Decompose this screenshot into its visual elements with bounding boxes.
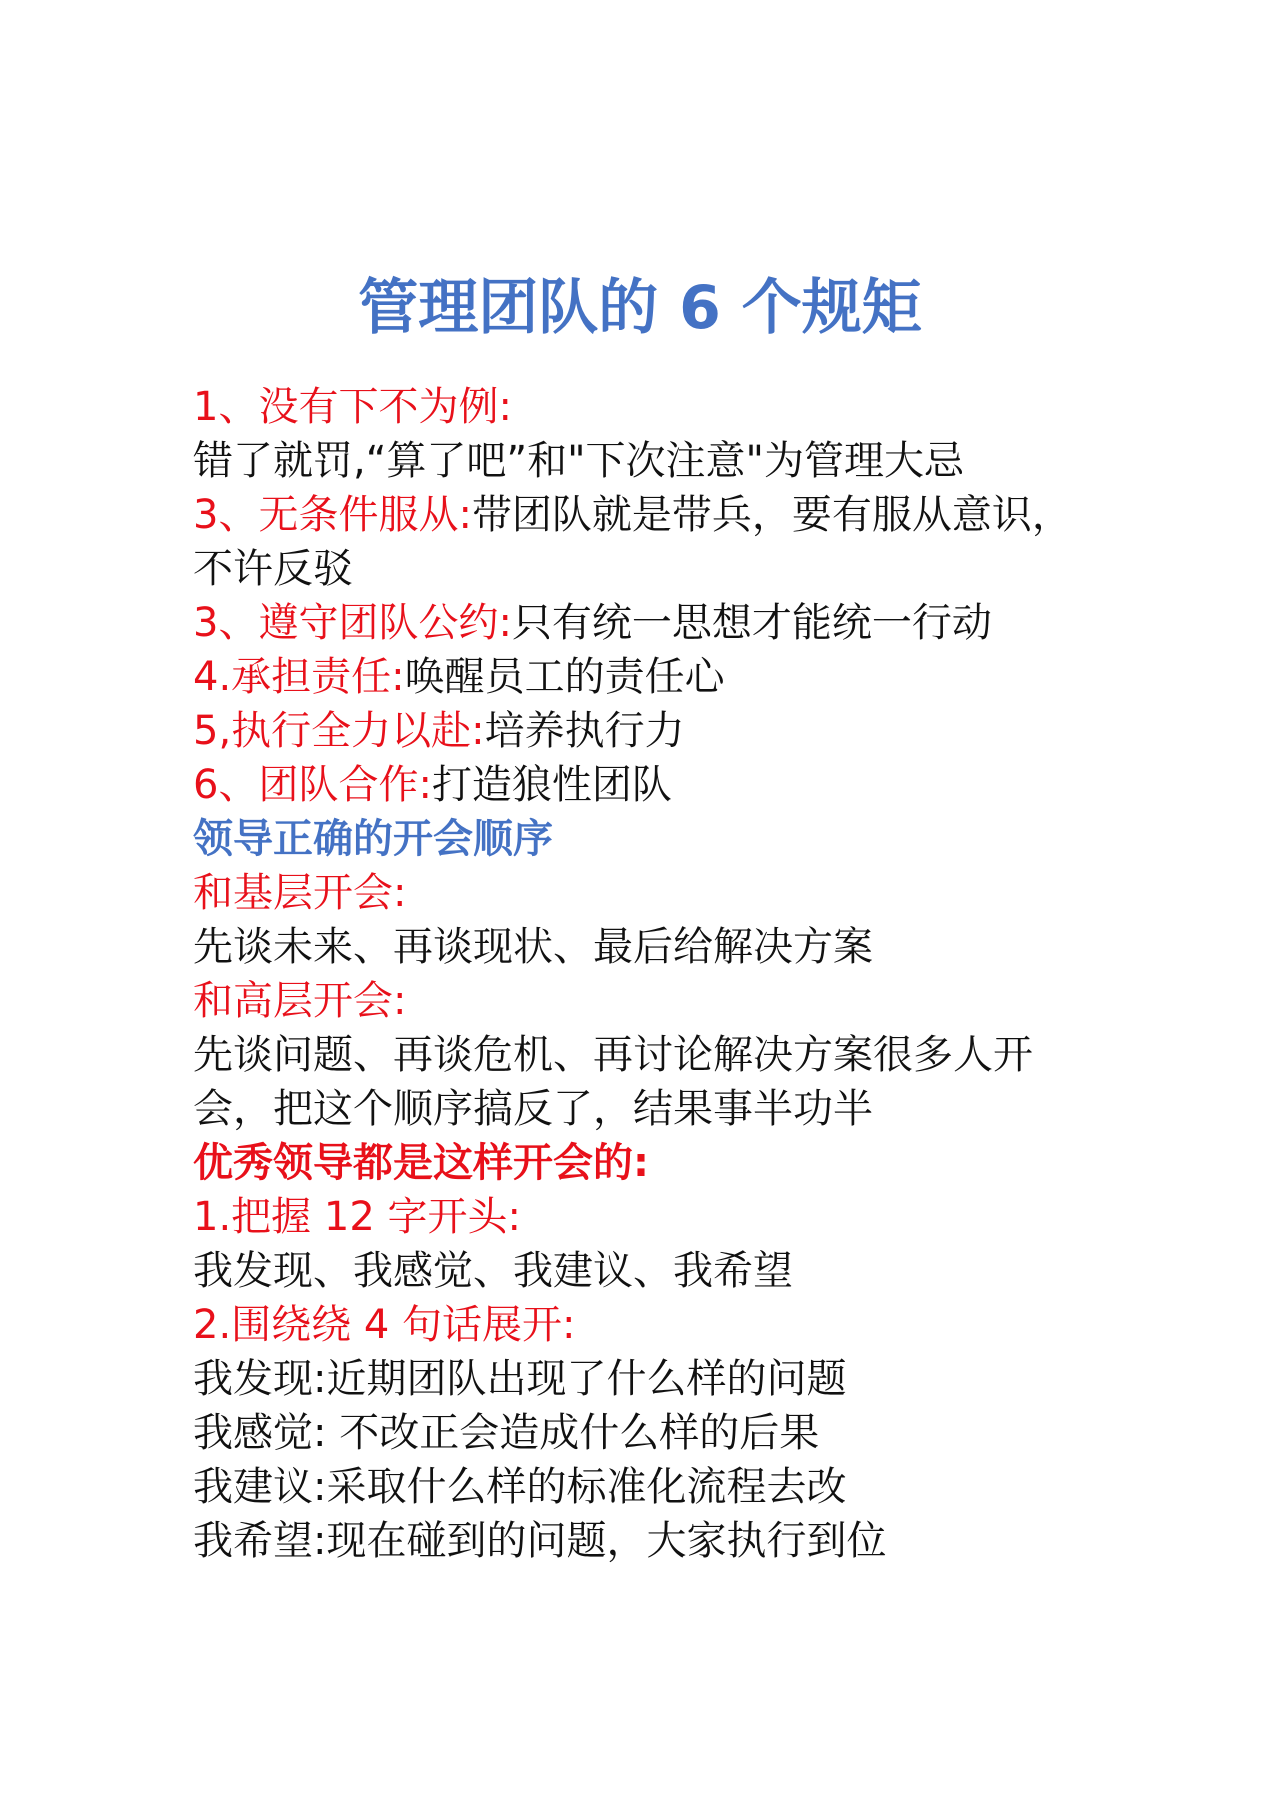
point-1-text: 我发现、我感觉、我建议、我希望 bbox=[193, 1248, 793, 1294]
rule-1-text: 错了就罚,“算了吧”和"下次注意"为管理大忌 bbox=[193, 438, 964, 484]
rule-2-line bbox=[193, 488, 1193, 542]
rule-6-heading: 6、团队合作: bbox=[193, 762, 432, 808]
point-2-line-1: 我发现:近期团队出现了什么样的问题 bbox=[193, 1356, 847, 1402]
rule-5-line bbox=[193, 704, 1193, 758]
senior-meeting-text-continued: 会，把这个顺序搞反了，结果事半功半 bbox=[193, 1086, 873, 1132]
rule-3-heading: 3、遵守团队公约: bbox=[193, 600, 512, 646]
point-2-line-3: 我建议:采取什么样的标准化流程去改 bbox=[193, 1464, 847, 1510]
rule-6-line bbox=[193, 758, 1193, 812]
rule-3-text: 只有统一思想才能统一行动 bbox=[511, 600, 992, 646]
rule-2-heading: 3、无条件服从: bbox=[193, 492, 472, 538]
rule-2-text: 带团队就是带兵，要有服从意识， bbox=[471, 492, 1072, 538]
rule-5-heading: 5,执行全力以赴: bbox=[193, 708, 485, 754]
rule-1-heading: 1、没有下不为例: bbox=[193, 384, 512, 430]
rule-4-heading: 4.承担责任: bbox=[193, 654, 405, 700]
rule-3-line bbox=[193, 596, 1193, 650]
basic-meeting-heading: 和基层开会: bbox=[193, 870, 407, 916]
basic-meeting-text: 先谈未来、再谈现状、最后给解决方案 bbox=[193, 924, 873, 970]
excellent-leader-heading: 优秀领导都是这样开会的: bbox=[193, 1140, 649, 1186]
senior-meeting-text: 先谈问题、再谈危机、再讨论解决方案很多人开 bbox=[193, 1032, 1033, 1078]
point-2-line-2: 我感觉: 不改正会造成什么样的后果 bbox=[193, 1410, 820, 1456]
page-title: 管理团队的 6 个规矩 bbox=[358, 273, 922, 343]
point-2-line-4: 我希望:现在碰到的问题，大家执行到位 bbox=[193, 1518, 887, 1564]
rule-4-line bbox=[193, 650, 1193, 704]
rule-5-text: 培养执行力 bbox=[484, 708, 685, 754]
rule-6-text: 打造狼性团队 bbox=[431, 762, 672, 808]
meeting-order-heading: 领导正确的开会顺序 bbox=[193, 816, 553, 862]
point-2-heading: 2.围绕绕 4 句话展开: bbox=[193, 1302, 576, 1348]
point-1-heading: 1.把握 12 字开头: bbox=[193, 1194, 521, 1240]
rule-2-text-continued: 不许反驳 bbox=[193, 546, 353, 592]
document-body bbox=[193, 380, 1193, 1568]
senior-meeting-heading: 和高层开会: bbox=[193, 978, 407, 1024]
rule-4-text: 唤醒员工的责任心 bbox=[404, 654, 725, 700]
